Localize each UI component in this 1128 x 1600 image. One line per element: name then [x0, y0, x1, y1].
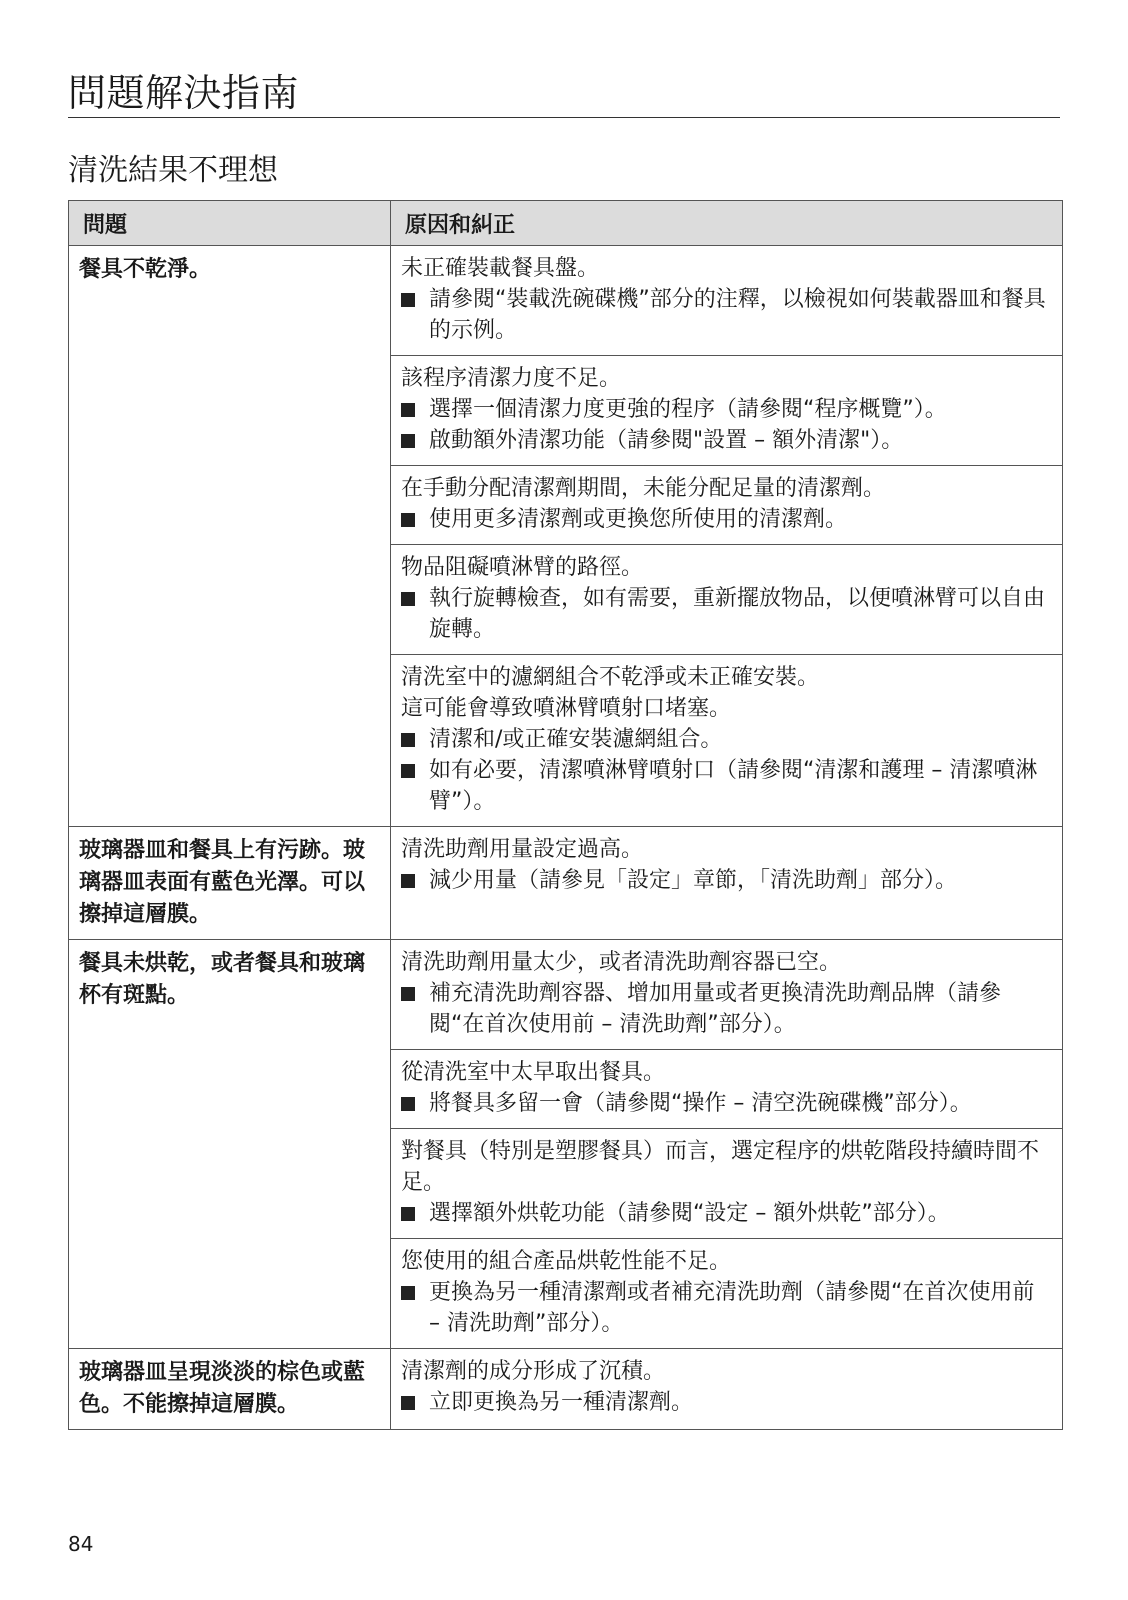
- cause-text: 清潔劑的成分形成了沉積。: [401, 1359, 666, 1384]
- table-header-row: [69, 201, 1063, 246]
- square-bullet-icon: [401, 293, 415, 307]
- cause-text: 對餐具（特別是塑膠餐具）而言，選定程序的烘乾階段持續時間不足。: [401, 1139, 1040, 1195]
- problem-cell: 餐具不乾淨。: [69, 246, 391, 827]
- remedy-text: 減少用量（請參見「設定」章節，「清洗助劑」部分）。: [429, 868, 958, 893]
- remedy-item: [401, 1277, 1052, 1339]
- cause-text: 物品阻礙噴淋臂的路徑。: [401, 555, 644, 580]
- square-bullet-icon: [401, 1097, 415, 1111]
- remedy-item: [401, 394, 1052, 425]
- section-title: 清洗結果不理想: [68, 153, 278, 188]
- square-bullet-icon: [401, 403, 415, 417]
- remedy-item: [401, 978, 1052, 1040]
- remedy-text: 更換為另一種清潔劑或者補充清洗助劑（請參閱“在首次使用前 – 清洗助劑”部分）。: [429, 1280, 1035, 1336]
- square-bullet-icon: [401, 733, 415, 747]
- remedy-item: [401, 583, 1052, 645]
- header-cause: 原因和糾正: [391, 201, 1063, 246]
- square-bullet-icon: [401, 513, 415, 527]
- remedy-text: 補充清洗助劑容器、增加用量或者更換清洗助劑品牌（請參閱“在首次使用前 – 清洗助劑”部分）。: [429, 981, 1002, 1037]
- page-title: 問題解決指南: [68, 71, 300, 115]
- remedy-text: 啟動額外清潔功能（請參閱"設置 – 額外清潔"）。: [429, 428, 904, 453]
- cause-text: 清洗助劑用量太少，或者清洗助劑容器已空。: [401, 950, 842, 975]
- cause-text: 未正確裝載餐具盤。: [401, 256, 600, 281]
- remedy-text: 使用更多清潔劑或更換您所使用的清潔劑。: [429, 507, 848, 532]
- cause-text: 您使用的組合產品烘乾性能不足。: [401, 1249, 732, 1274]
- square-bullet-icon: [401, 1286, 415, 1300]
- problem-cell: 餐具未烘乾，或者餐具和玻璃杯有斑點。: [69, 940, 391, 1349]
- remedy-text: 選擇一個清潔力度更強的程序（請參閱“程序概覽”）。: [429, 397, 947, 422]
- table-body: [69, 246, 1063, 1430]
- remedy-text: 立即更換為另一種清潔劑。: [429, 1390, 694, 1415]
- troubleshooting-table: [68, 200, 1063, 1430]
- cause-cell: [391, 246, 1063, 356]
- square-bullet-icon: [401, 434, 415, 448]
- square-bullet-icon: [401, 874, 415, 888]
- cause-cell: [391, 1129, 1063, 1239]
- remedy-item: [401, 1198, 1052, 1229]
- page-number: 84: [68, 1532, 94, 1556]
- remedy-item: [401, 504, 1052, 535]
- cause-cell: [391, 940, 1063, 1050]
- square-bullet-icon: [401, 987, 415, 1001]
- cause-cell: [391, 1050, 1063, 1129]
- cause-cell: [391, 466, 1063, 545]
- remedy-text: 執行旋轉檢查，如有需要，重新擺放物品，以便噴淋臂可以自由旋轉。: [429, 586, 1046, 642]
- square-bullet-icon: [401, 1396, 415, 1410]
- header-problem: 問題: [69, 201, 391, 246]
- problem-cell: 玻璃器皿呈現淡淡的棕色或藍色。不能擦掉這層膜。: [69, 1349, 391, 1430]
- cause-text: 從清洗室中太早取出餐具。: [401, 1060, 666, 1085]
- cause-cell: [391, 1239, 1063, 1349]
- remedy-text: 如有必要，清潔噴淋臂噴射口（請參閱“清潔和護理 – 清潔噴淋臂”）。: [429, 758, 1038, 814]
- problem-cell: 玻璃器皿和餐具上有污跡。玻璃器皿表面有藍色光澤。可以擦掉這層膜。: [69, 827, 391, 940]
- square-bullet-icon: [401, 764, 415, 778]
- remedy-item: [401, 1387, 1052, 1418]
- cause-cell: [391, 356, 1063, 466]
- table-row: [69, 246, 1063, 356]
- remedy-item: [401, 865, 1052, 896]
- table-row: [69, 827, 1063, 940]
- remedy-text: 清潔和/或正確安裝濾網組合。: [429, 727, 723, 752]
- remedy-item: [401, 284, 1052, 346]
- cause-cell: [391, 545, 1063, 655]
- remedy-item: [401, 1088, 1052, 1119]
- cause-text: 清洗室中的濾網組合不乾淨或未正確安裝。 這可能會導致噴淋臂噴射口堵塞。: [401, 665, 820, 721]
- square-bullet-icon: [401, 1207, 415, 1221]
- remedy-item: [401, 755, 1052, 817]
- table-row: [69, 1349, 1063, 1430]
- table-row: [69, 940, 1063, 1050]
- cause-cell: [391, 655, 1063, 827]
- remedy-text: 請參閱“裝載洗碗碟機”部分的注釋，以檢視如何裝載器皿和餐具的示例。: [429, 287, 1046, 343]
- square-bullet-icon: [401, 592, 415, 606]
- cause-text: 在手動分配清潔劑期間，未能分配足量的清潔劑。: [401, 476, 886, 501]
- cause-cell: [391, 827, 1063, 940]
- remedy-item: [401, 724, 1052, 755]
- cause-text: 清洗助劑用量設定過高。: [401, 837, 644, 862]
- remedy-text: 選擇額外烘乾功能（請參閱“設定 – 額外烘乾”部分）。: [429, 1201, 950, 1226]
- title-divider: [68, 117, 1060, 118]
- cause-text: 該程序清潔力度不足。: [401, 366, 622, 391]
- remedy-text: 將餐具多留一會（請參閱“操作 – 清空洗碗碟機”部分）。: [429, 1091, 972, 1116]
- remedy-item: [401, 425, 1052, 456]
- cause-cell: [391, 1349, 1063, 1430]
